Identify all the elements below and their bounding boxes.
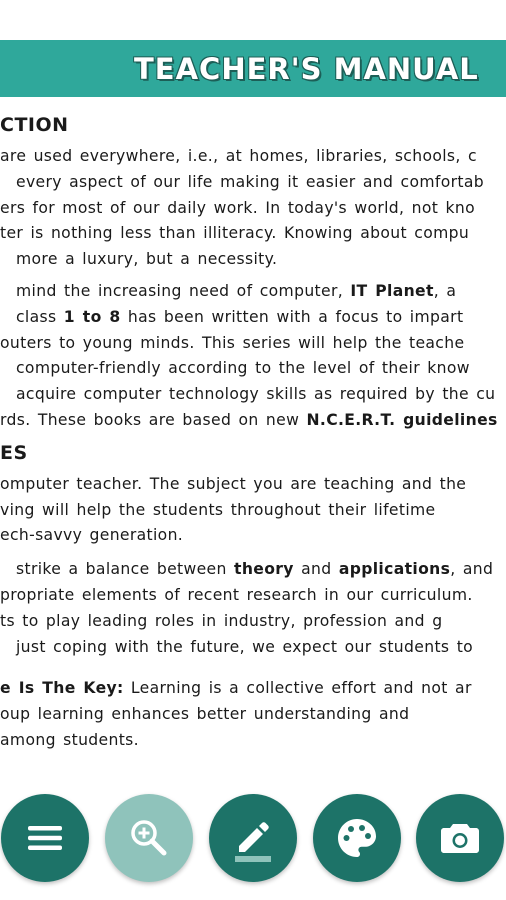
text-line: computer-friendly according to the level of their know — [16, 359, 470, 378]
text-line: omputer teacher. The subject you are teaching and the — [0, 474, 467, 493]
text-line: e Is The Key: Learning is a collective effort and not ar — [0, 679, 472, 698]
text-line: class 1 to 8 has been written with a focus to impart — [16, 307, 464, 326]
text-line: outers to young minds. This series will help the teache — [0, 333, 465, 352]
text-line: ving will help the students throughout their lifetime — [0, 500, 436, 519]
text-line: mind the increasing need of computer, IT Planet, a — [16, 281, 457, 300]
pen-button[interactable] — [209, 794, 297, 882]
paragraph-objectives-2 — [0, 557, 506, 660]
camera-button[interactable] — [416, 794, 504, 882]
paragraph-objectives-3 — [0, 676, 506, 753]
text-line: rds. These books are based on new N.C.E.R.T. guidelines — [0, 410, 498, 429]
palette-icon — [333, 814, 381, 862]
camera-icon — [437, 815, 483, 861]
page-title: TEACHER'S MANUAL — [134, 51, 479, 86]
menu-icon — [24, 817, 66, 859]
paragraph-intro-2 — [0, 279, 506, 434]
text-line: ts to play leading roles in industry, profession and g — [0, 611, 443, 630]
bold-text: IT Planet — [350, 281, 434, 300]
pencil-icon — [223, 808, 283, 868]
text-line: propriate elements of recent research in our curriculum. — [0, 585, 473, 604]
text-line: ers for most of our daily work. In today's world, not kno — [0, 198, 476, 217]
zoom-in-icon — [126, 815, 172, 861]
section-heading-introduction: CTION — [0, 114, 69, 136]
bold-text: theory — [234, 560, 294, 579]
text-line: more a luxury, but a necessity. — [16, 250, 278, 269]
menu-button[interactable] — [1, 794, 89, 882]
text-line: oup learning enhances better understanding and — [0, 705, 410, 724]
text-line: ech-savvy generation. — [0, 526, 184, 545]
paragraph-intro-1 — [0, 144, 506, 273]
bold-text: e Is The Key: — [0, 679, 124, 698]
bottom-toolbar — [0, 792, 506, 888]
bold-text: 1 to 8 — [63, 307, 121, 326]
text-line: among students. — [0, 730, 139, 749]
section-heading-objectives: ES — [0, 441, 28, 464]
text-line: just coping with the future, we expect our students to — [16, 637, 474, 656]
document-page — [0, 112, 506, 754]
bold-text: applications — [338, 560, 451, 579]
paragraph-objectives-1 — [0, 472, 506, 549]
text-line: ter is nothing less than illiteracy. Knowing about compu — [0, 224, 470, 243]
text-line: every aspect of our life making it easier and comfortab — [16, 172, 484, 191]
text-line: acquire computer technology skills as required by the cu — [16, 385, 496, 404]
palette-button[interactable] — [313, 794, 401, 882]
zoom-button[interactable] — [105, 794, 193, 882]
text-line: strike a balance between theory and applications, and — [16, 560, 494, 579]
header-banner — [0, 40, 506, 97]
text-line: are used everywhere, i.e., at homes, libraries, schools, c — [0, 147, 477, 165]
bold-text: N.C.E.R.T. guidelines — [306, 410, 498, 429]
